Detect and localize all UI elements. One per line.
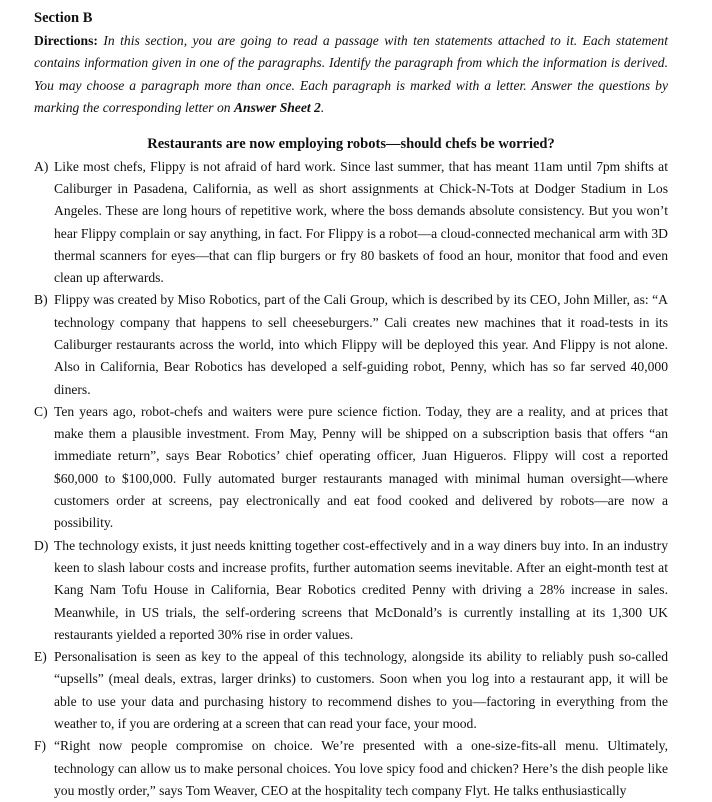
paragraph-f: [34, 735, 668, 802]
paragraph-letter: E): [34, 649, 47, 665]
paragraph-c: [34, 401, 668, 535]
paragraph-d: [34, 535, 668, 646]
directions-label: Directions:: [34, 33, 98, 48]
paragraph-letter: A): [34, 158, 49, 174]
paragraph-e: [34, 646, 668, 735]
section-title: Section B: [34, 10, 93, 26]
directions-end: .: [320, 100, 325, 116]
paragraph-text: Like most chefs, Flippy is not afraid of hard work. Since last summer, that has meant 11am until 7pm shifts at Caliburger in Pasadena, California, as well as short assignments at Chick-N-Tots at Dodger Stadium in Los Angeles. These are long hours of repetitive work, where the boss demands absolute consistency. But you won’t hear Flippy complain or say anything, in fact. For Flippy is a robot—a cloud-connected mechanical arm with 3D thermal scanners for eyes—that can flip burgers or fry 80 baskets of food an hour, monitor that food and even clean up afterwards.: [54, 158, 668, 286]
paragraph-text: “Right now people compromise on choice. We’re presented with a one-size-fits-all menu. Ultimately, technology can allow us to make personal choices. You love spicy food and chicken? Here’s the dish people like you mostly order,” says Tom Weaver, CEO at the hospitality tech company Flyt. He talks enthusiastically: [54, 738, 668, 798]
paragraph-text: Flippy was created by Miso Robotics, part of the Cali Group, which is described by its CEO, John Miller, as: “A technology company that happens to sell cheeseburgers.” Cali creates new machines that it road-tests in its Caliburger restaurants across the world, into which Flippy will be deployed this year. And Flippy is not alone. Also in California, Bear Robotics has developed a self-guiding robot, Penny, which has so far served 40,000 diners.: [54, 292, 668, 397]
directions-text: In this section, you are going to read a passage with ten statements attached to it. Each statement contains information given in one of the paragraphs. Identify the paragraph from which the information is derived. You may choose a paragraph more than once. Each paragraph is marked with a letter. Answer the questions by marking the corresponding letter on: [34, 33, 668, 116]
paragraph-a: [34, 156, 668, 290]
article-title: Restaurants are now employing robots—should chefs be worried?: [147, 135, 555, 152]
paragraph-text: Personalisation is seen as key to the appeal of this technology, alongside its ability to reliably push so-called “upsells” (meal deals, extras, larger drinks) to customers. Soon when you log into a restaurant app, it will be able to use your data and purchasing history to recommend dishes to you—factoring in everything from the weather to, if you are ordering at a screen that can read your face, your mood.: [54, 649, 668, 732]
paragraph-letter: F): [34, 738, 47, 754]
answer-sheet-reference: Answer Sheet 2: [233, 100, 321, 116]
paragraph-b: [34, 289, 668, 400]
paragraph-text: Ten years ago, robot-chefs and waiters were pure science fiction. Today, they are a reality, and at prices that make them a plausible investment. From May, Penny will be shipped on a subscription basis that offers “an immediate return”, says Bear Robotics’ chief operating officer, Juan Higueros. Flippy will cost a reported $60,000 to $100,000. Fully automated burger restaurants managed with minimal human oversight—where customers order at screens, pay electronically and eat food cooked and delivered by robots—are now a possibility.: [54, 403, 668, 531]
article-body: [34, 156, 668, 802]
paragraph-text: The technology exists, it just needs knitting together cost-effectively and in a way diners buy into. In an industry keen to slash labour costs and increase profits, further automation seems inevitable. After an eight-month test at Kang Nam Tofu House in California, Bear Robotics credited Penny with driving a 28% increase in sales. Meanwhile, in US trials, the self-ordering screens that McDonald’s is currently installing at its 1,300 UK restaurants yielded a reported 30% rise in order values.: [54, 537, 668, 642]
paragraph-letter: B): [34, 292, 48, 308]
paragraph-letter: C): [34, 403, 48, 419]
exam-page: [34, 8, 668, 802]
paragraph-letter: D): [34, 537, 49, 553]
directions: [34, 30, 668, 120]
